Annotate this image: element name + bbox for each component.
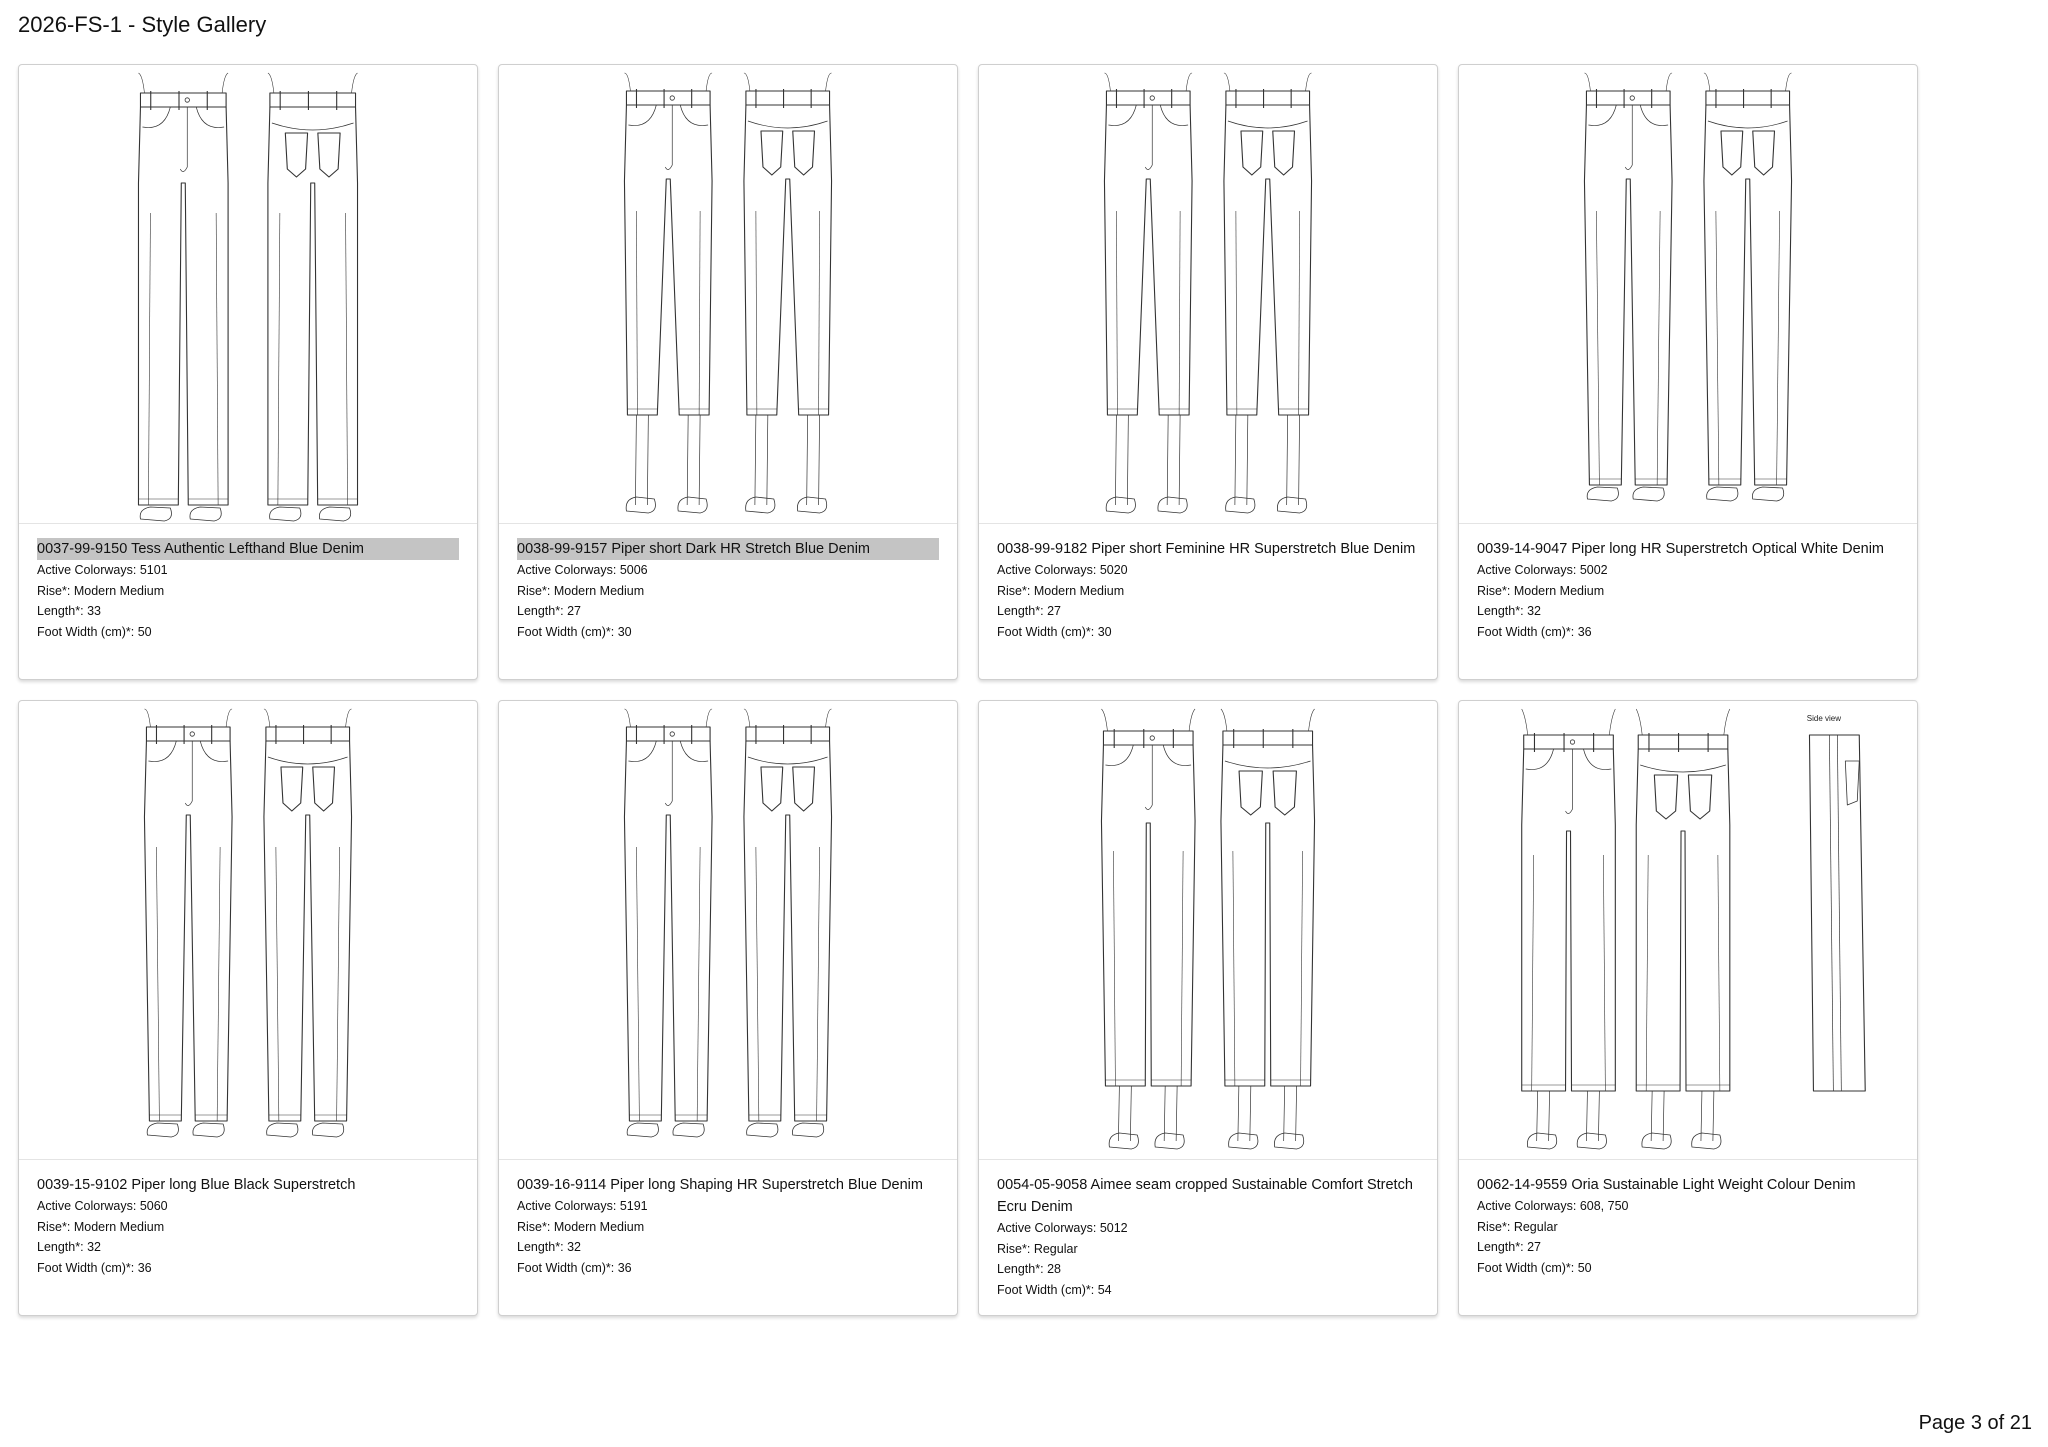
length-row-label: Length*: (37, 1240, 84, 1254)
rise-row (1477, 1217, 1899, 1238)
length-row (1477, 1237, 1899, 1258)
length-row-label: Length*: (997, 604, 1044, 618)
length-row-label: Length*: (37, 604, 84, 618)
rise-row-value: Regular (1033, 1241, 1078, 1256)
foot-width-row (517, 622, 939, 643)
foot-width-row-label: Foot Width (cm)*: (37, 624, 135, 639)
colorways-row-value: 5191 (619, 1199, 648, 1213)
page-title: 2026-FS-1 - Style Gallery (18, 12, 267, 37)
style-title[interactable]: 0062-14-9559 Oria Sustainable Light Weight Colour Denim (1477, 1177, 1856, 1193)
rise-row-label: Rise*: (517, 583, 551, 598)
rise-row-label: Rise*: (1477, 583, 1511, 598)
length-row-label: Length*: (517, 604, 564, 618)
rise-row-value: Modern Medium (553, 1219, 645, 1234)
colorways-row (517, 560, 939, 581)
style-sketch-image[interactable] (19, 701, 477, 1160)
colorways-row (997, 560, 1419, 581)
length-row-label: Length*: (997, 1262, 1044, 1276)
rise-row (997, 1239, 1419, 1260)
colorways-row-label: Active Colorways: (1477, 563, 1577, 577)
length-row (37, 1237, 459, 1258)
rise-row-label: Rise*: (517, 1219, 551, 1234)
colorways-row-value: 5006 (619, 563, 648, 577)
colorways-row (1477, 1196, 1899, 1217)
rise-row (997, 581, 1419, 602)
length-row (997, 1259, 1419, 1280)
colorways-row-value: 5002 (1579, 563, 1608, 577)
style-card[interactable] (18, 700, 478, 1316)
colorways-row-label: Active Colorways: (37, 563, 137, 577)
foot-width-row-value: 36 (1577, 624, 1592, 639)
length-row-value: 32 (1527, 604, 1541, 618)
foot-width-row (37, 1258, 459, 1279)
length-row (517, 601, 939, 622)
foot-width-row (997, 1280, 1419, 1301)
foot-width-row-value: 50 (137, 624, 152, 639)
colorways-row (997, 1218, 1419, 1239)
length-row-label: Length*: (517, 1240, 564, 1254)
style-sketch-image[interactable] (979, 65, 1437, 524)
rise-row-value: Modern Medium (1033, 583, 1125, 598)
colorways-row-value: 5101 (139, 563, 168, 577)
rise-row-value: Modern Medium (553, 583, 645, 598)
rise-row-value: Modern Medium (73, 583, 165, 598)
style-card[interactable] (978, 64, 1438, 680)
style-card[interactable] (978, 700, 1438, 1316)
rise-row-label: Rise*: (997, 1241, 1031, 1256)
foot-width-row-value: 30 (1097, 624, 1112, 639)
length-row (37, 601, 459, 622)
foot-width-row-label: Foot Width (cm)*: (517, 1260, 615, 1275)
style-title[interactable]: 0054-05-9058 Aimee seam cropped Sustainable Comfort Stretch Ecru Denim (997, 1177, 1413, 1215)
style-sketch-image[interactable] (499, 65, 957, 524)
rise-row (37, 1217, 459, 1238)
length-row-value: 32 (87, 1240, 101, 1254)
style-details (19, 1160, 477, 1288)
style-sketch-image[interactable] (499, 701, 957, 1160)
rise-row-label: Rise*: (37, 1219, 71, 1234)
foot-width-row (37, 622, 459, 643)
style-details (979, 524, 1437, 652)
style-details (19, 524, 477, 652)
colorways-row-label: Active Colorways: (517, 1199, 617, 1213)
length-row-value: 32 (567, 1240, 581, 1254)
length-row (517, 1237, 939, 1258)
colorways-row-label: Active Colorways: (997, 563, 1097, 577)
foot-width-row-value: 36 (617, 1260, 632, 1275)
colorways-row (37, 1196, 459, 1217)
style-details (499, 1160, 957, 1288)
foot-width-row-label: Foot Width (cm)*: (997, 624, 1095, 639)
rise-row-label: Rise*: (37, 583, 71, 598)
length-row-value: 28 (1047, 1262, 1061, 1276)
rise-row (37, 581, 459, 602)
foot-width-row-label: Foot Width (cm)*: (37, 1260, 135, 1275)
style-details (1459, 1160, 1917, 1288)
style-card[interactable] (498, 700, 958, 1316)
length-row-label: Length*: (1477, 1240, 1524, 1254)
page-indicator: Page 3 of 21 (1918, 1412, 2032, 1434)
style-card[interactable] (498, 64, 958, 680)
foot-width-row-label: Foot Width (cm)*: (997, 1282, 1095, 1297)
colorways-row-value: 5012 (1099, 1221, 1128, 1235)
rise-row (517, 581, 939, 602)
style-card[interactable] (18, 64, 478, 680)
colorways-row-value: 5060 (139, 1199, 168, 1213)
colorways-row (517, 1196, 939, 1217)
foot-width-row-value: 30 (617, 624, 632, 639)
foot-width-row-value: 36 (137, 1260, 152, 1275)
foot-width-row-label: Foot Width (cm)*: (1477, 624, 1575, 639)
foot-width-row (1477, 1258, 1899, 1279)
style-title[interactable]: 0038-99-9157 Piper short Dark HR Stretch Blue Denim (517, 538, 939, 560)
colorways-row-label: Active Colorways: (997, 1221, 1097, 1235)
style-sketch-image[interactable] (19, 65, 477, 524)
length-row-value: 27 (567, 604, 581, 618)
length-row-value: 27 (1527, 1240, 1541, 1254)
length-row (1477, 601, 1899, 622)
foot-width-row (997, 622, 1419, 643)
foot-width-row-label: Foot Width (cm)*: (1477, 1260, 1575, 1275)
length-row-value: 27 (1047, 604, 1061, 618)
foot-width-row (517, 1258, 939, 1279)
style-details (1459, 524, 1917, 652)
colorways-row-label: Active Colorways: (1477, 1199, 1577, 1213)
foot-width-row-value: 54 (1097, 1282, 1112, 1297)
colorways-row-value: 5020 (1099, 563, 1128, 577)
colorways-row-label: Active Colorways: (37, 1199, 137, 1213)
style-gallery-grid (18, 64, 1918, 1316)
rise-row-value: Modern Medium (1513, 583, 1605, 598)
rise-row (1477, 581, 1899, 602)
style-title[interactable]: 0037-99-9150 Tess Authentic Lefthand Blue Denim (37, 538, 459, 560)
rise-row-label: Rise*: (997, 583, 1031, 598)
rise-row-value: Regular (1513, 1219, 1558, 1234)
length-row-value: 33 (87, 604, 101, 618)
rise-row-label: Rise*: (1477, 1219, 1511, 1234)
foot-width-row-label: Foot Width (cm)*: (517, 624, 615, 639)
style-title[interactable]: 0038-99-9182 Piper short Feminine HR Superstretch Blue Denim (997, 541, 1416, 557)
style-title[interactable]: 0039-15-9102 Piper long Blue Black Superstretch (37, 1177, 356, 1193)
rise-row-value: Modern Medium (73, 1219, 165, 1234)
style-sketch-image[interactable] (979, 701, 1437, 1160)
style-card[interactable] (1458, 64, 1918, 680)
style-title[interactable]: 0039-14-9047 Piper long HR Superstretch Optical White Denim (1477, 541, 1885, 557)
colorways-row-value: 608, 750 (1579, 1199, 1629, 1213)
length-row-label: Length*: (1477, 604, 1524, 618)
style-title[interactable]: 0039-16-9114 Piper long Shaping HR Superstretch Blue Denim (517, 1177, 923, 1193)
side-view-label: Side view (1806, 714, 1841, 723)
style-details (979, 1160, 1437, 1310)
length-row (997, 601, 1419, 622)
colorways-row (1477, 560, 1899, 581)
colorways-row (37, 560, 459, 581)
foot-width-row-value: 50 (1577, 1260, 1592, 1275)
style-sketch-image[interactable] (1459, 65, 1917, 524)
style-details (499, 524, 957, 652)
style-sketch-image[interactable] (1459, 701, 1917, 1160)
colorways-row-label: Active Colorways: (517, 563, 617, 577)
rise-row (517, 1217, 939, 1238)
foot-width-row (1477, 622, 1899, 643)
style-card[interactable] (1458, 700, 1918, 1316)
